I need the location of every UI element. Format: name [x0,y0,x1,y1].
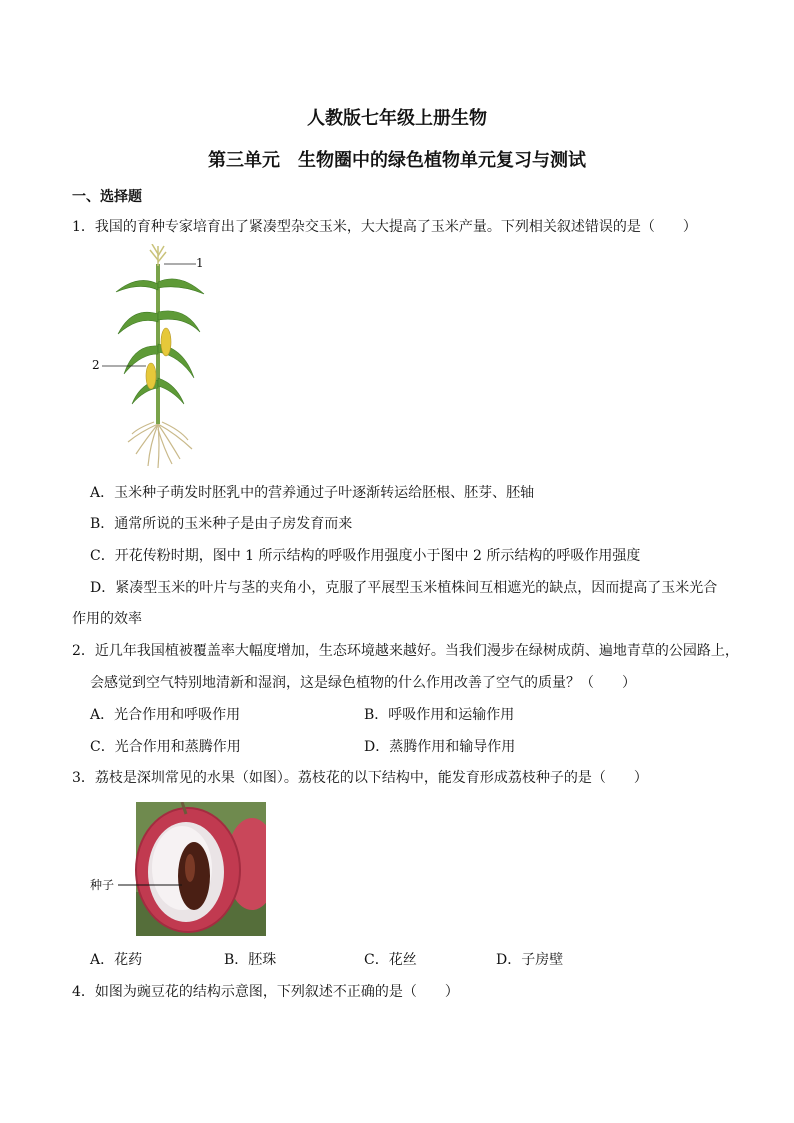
question-1-option-d-continued: 作用的效率 [72,611,142,627]
question-3-option-b: B．胚珠 [224,952,277,968]
question-1-stem: 1．我国的育种专家培育出了紧凑型杂交玉米，大大提高了玉米产量。下列相关叙述错误的是（ ） [72,219,697,235]
question-2-option-a: A．光合作用和呼吸作用 [90,707,241,723]
figure-label-2: 2 [92,358,100,372]
question-1-option-c: C．开花传粉时期，图中 1 所示结构的呼吸作用强度小于图中 2 所示结构的呼吸作用强度 [90,548,641,564]
document-subtitle: 第三单元 生物圈中的绿色植物单元复习与测试 [208,150,586,171]
corn-plant-figure [88,244,218,474]
section-heading: 一、选择题 [72,189,142,205]
corn-plant-illustration [88,244,218,474]
question-2-option-c: C．光合作用和蒸腾作用 [90,739,241,755]
question-2-option-b: B．呼吸作用和运输作用 [364,707,515,723]
question-3-option-a: A．花药 [90,952,143,968]
question-4-stem: 4．如图为豌豆花的结构示意图，下列叙述不正确的是（ ） [72,984,459,1000]
question-3-stem: 3．荔枝是深圳常见的水果（如图）。荔枝花的以下结构中，能发育形成荔枝种子的是（ ） [72,770,648,786]
figure-label-1: 1 [196,256,204,270]
question-2-option-d: D．蒸腾作用和输导作用 [364,739,516,755]
question-1-option-d: D．紧凑型玉米的叶片与茎的夹角小，克服了平展型玉米植株间互相遮光的缺点，因而提高了玉米光合 [90,580,718,596]
question-1-option-b: B．通常所说的玉米种子是由子房发育而来 [90,516,353,532]
figure-label-seed: 种子 [90,878,115,892]
question-1-option-a: A．玉米种子萌发时胚乳中的营养通过子叶逐渐转运给胚根、胚芽、胚轴 [90,485,535,501]
question-2-stem-line-2: 会感觉到空气特别地清新和湿润，这是绿色植物的什么作用改善了空气的质量？（ ） [90,675,636,691]
lychee-figure [90,802,266,936]
question-2-stem-line-1: 2．近几年我国植被覆盖率大幅度增加，生态环境越来越好。当我们漫步在绿树成荫、遍地青草的公园路上， [72,643,739,659]
question-3-option-c: C．花丝 [364,952,417,968]
question-3-option-d: D．子房壁 [496,952,564,968]
lychee-photo-illustration [90,802,266,936]
document-title: 人教版七年级上册生物 [307,108,487,129]
